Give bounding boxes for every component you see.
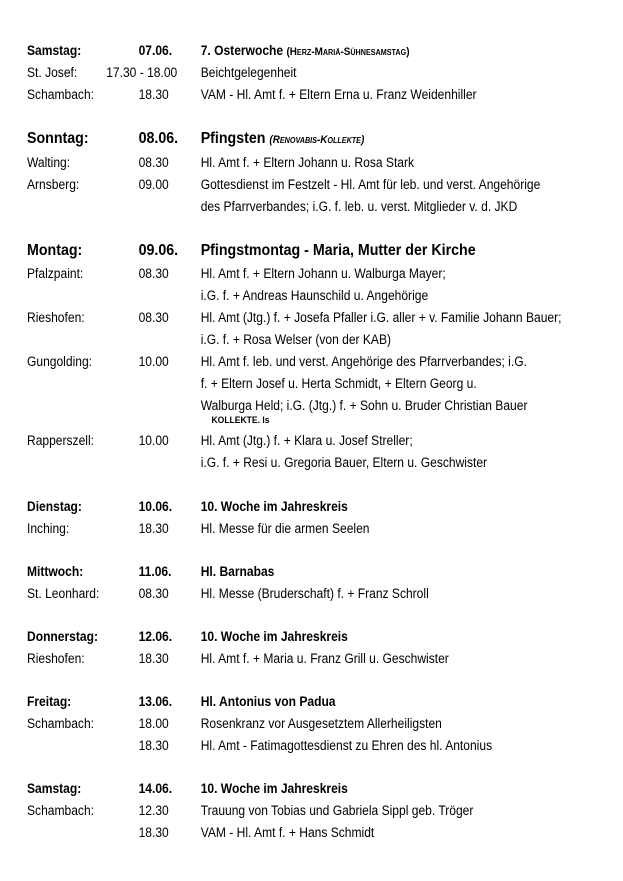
time: 18.30 — [138, 738, 169, 753]
weekday: Donnerstag: — [27, 629, 98, 644]
service-text: i.G. f. + Andreas Haunschild u. Angehörige — [200, 288, 429, 303]
time: 08.30 — [138, 155, 169, 170]
date: 12.06. — [138, 629, 173, 644]
liturgical-title: Hl. Antonius von Padua — [200, 694, 336, 709]
service-text: Hl. Amt (Jtg.) f. + Josefa Pfaller i.G. aller + v. Familie Johann Bauer; — [200, 310, 562, 325]
service-text: Hl. Amt - Fatimagottesdienst zu Ehren des hl. Antonius — [200, 738, 493, 753]
weekday: Freitag: — [27, 694, 72, 709]
time: 18.30 — [138, 651, 169, 666]
date: 07.06. — [138, 43, 173, 58]
service-text: Rosenkranz vor Ausgesetztem Allerheiligsten — [200, 716, 442, 731]
place: Schambach: — [27, 87, 94, 102]
place: Inching: — [27, 521, 70, 536]
time: 08.30 — [138, 266, 169, 281]
weekday: Samstag: — [27, 781, 82, 796]
place: Rieshofen: — [27, 651, 85, 666]
time: 10.00 — [138, 354, 169, 369]
liturgical-title: Pfingstmontag - Maria, Mutter der Kirche — [200, 242, 476, 259]
time: 10.00 — [138, 433, 169, 448]
date: 10.06. — [138, 499, 173, 514]
service-text: i.G. f. + Resi u. Gregoria Bauer, Eltern u. Geschwister — [200, 455, 488, 470]
time: 18.30 — [138, 825, 169, 840]
place: St. Josef: — [27, 65, 78, 80]
weekday: Samstag: — [27, 43, 82, 58]
liturgical-title: Pfingsten (Renovabis-Kollekte) — [200, 130, 365, 147]
place: Rapperszell: — [27, 433, 94, 448]
service-text: Hl. Messe für die armen Seelen — [200, 521, 370, 536]
time: 08.30 — [138, 586, 169, 601]
service-text: VAM - Hl. Amt f. + Hans Schmidt — [200, 825, 375, 840]
place: Arnsberg: — [27, 177, 80, 192]
time: 18.30 — [138, 87, 169, 102]
liturgical-title: Hl. Barnabas — [200, 564, 275, 579]
service-text: Hl. Amt (Jtg.) f. + Klara u. Josef Streller; — [200, 433, 413, 448]
collection-note: KOLLEKTE. ls — [211, 415, 270, 426]
place: Schambach: — [27, 716, 94, 731]
place: Walting: — [27, 155, 71, 170]
liturgical-note: (Renovabis-Kollekte) — [269, 134, 365, 146]
place: Pfalzpaint: — [27, 266, 84, 281]
weekday: Sonntag: — [27, 130, 89, 147]
place: Gungolding: — [27, 354, 92, 369]
liturgical-title: 10. Woche im Jahreskreis — [200, 781, 348, 796]
time: 12.30 — [138, 803, 169, 818]
time: 08.30 — [138, 310, 169, 325]
date: 08.06. — [138, 130, 179, 147]
date: 11.06. — [138, 564, 172, 579]
weekday: Mittwoch: — [27, 564, 84, 579]
date: 14.06. — [138, 781, 173, 796]
service-text: Walburga Held; i.G. (Jtg.) f. + Sohn u. Bruder Christian Bauer — [200, 398, 528, 413]
weekday: Montag: — [27, 242, 83, 259]
service-text: Hl. Amt f. leb. und verst. Angehörige des Pfarrverbandes; i.G. — [200, 354, 527, 369]
service-text: des Pfarrverbandes; i.G. f. leb. u. verst. Mitglieder v. d. JKD — [200, 199, 518, 214]
time: 18.00 — [138, 716, 169, 731]
service-text: f. + Eltern Josef u. Herta Schmidt, + Eltern Georg u. — [200, 376, 477, 391]
service-text: Beichtgelegenheit — [200, 65, 297, 80]
liturgical-title: 10. Woche im Jahreskreis — [200, 499, 348, 514]
place: Rieshofen: — [27, 310, 85, 325]
liturgical-title: 10. Woche im Jahreskreis — [200, 629, 348, 644]
service-text: Gottesdienst im Festzelt - Hl. Amt für leb. und verst. Angehörige — [200, 177, 541, 192]
place: St. Leonhard: — [27, 586, 100, 601]
liturgical-note: (Herz-Mariä-Sühnesamstag) — [286, 46, 410, 58]
service-text: i.G. f. + Rosa Welser (von der KAB) — [200, 332, 392, 347]
time: 18.30 — [138, 521, 169, 536]
weekday: Dienstag: — [27, 499, 82, 514]
date: 09.06. — [138, 242, 179, 259]
time: 09.00 — [138, 177, 169, 192]
service-text: Hl. Amt f. + Eltern Johann u. Rosa Stark — [200, 155, 415, 170]
service-text: Hl. Amt f. + Maria u. Franz Grill u. Geschwister — [200, 651, 449, 666]
liturgical-title: 7. Osterwoche (Herz-Mariä-Sühnesamstag) — [200, 43, 410, 58]
service-text: VAM - Hl. Amt f. + Eltern Erna u. Franz Weidenhiller — [200, 87, 477, 102]
service-text: Hl. Amt f. + Eltern Johann u. Walburga Mayer; — [200, 266, 446, 281]
service-text: Hl. Messe (Bruderschaft) f. + Franz Schroll — [200, 586, 429, 601]
date: 13.06. — [138, 694, 173, 709]
service-text: Trauung von Tobias und Gabriela Sippl geb. Tröger — [200, 803, 474, 818]
place: Schambach: — [27, 803, 94, 818]
time: 17.30 - 18.00 — [106, 65, 178, 80]
